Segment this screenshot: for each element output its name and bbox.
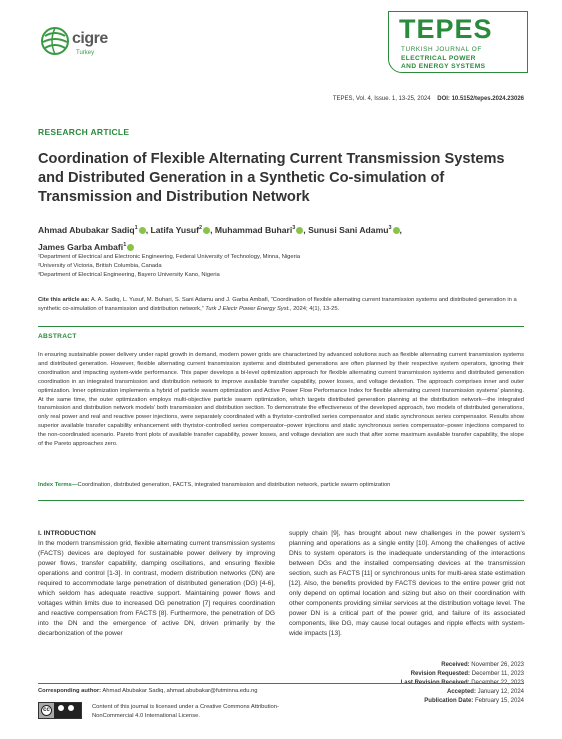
- date-value: February 15, 2024: [474, 698, 524, 704]
- date-row: [401, 688, 524, 697]
- affiliation: ³Department of Electrical Engineering, Bayero University Kano, Nigeria: [38, 272, 220, 278]
- affiliations: [38, 253, 528, 280]
- date-value: November 26, 2023: [471, 662, 524, 668]
- index-terms-text: Coordination, distributed generation, FACTS, integrated transmission and distribution network, particle swarm optimization: [77, 482, 391, 488]
- index-terms-label: Index Terms—: [38, 482, 78, 488]
- author-name: Sunusi Sani Adamu: [308, 224, 389, 235]
- date-value: January 12, 2024: [477, 689, 524, 695]
- date-label: Accepted:: [446, 689, 476, 695]
- date-row: [401, 697, 524, 706]
- cite-this-article: [38, 296, 528, 314]
- cite-tail: , 2024; 4(1), 13-25.: [289, 306, 340, 312]
- abstract-text: In ensuring sustainable power delivery under rapid growth in demand, modern power grids are characterized by advanced solutions such as flexible alternating current transmission systems and distributed generation. However, flexible alternating current transmission systems and distributed generations are often planned by their respective system operators, ignoring their coordination and impacting system-wide performance. This paper develops a bi-level optimization approach for flexible alternating current transmission systems and distributed generation coordination in an integrated transmission and distribution network to improve available transfer capability, power losses, and voltage deviation. The approach comprises inner and outer optimization. Inner optimization implements a hybrid of particle swarm optimization and Active Power Flow Performance Index for flexible alternating current transmission systems’ planning. At the same time, the outer optimization employs multi-objective particle swarm optimization, which targets distributed generation planning at the distribution network—the integrated transmission and distribution network models’ both transmission and distribution section. To demonstrate the effectiveness of the developed approach, two models of distributed generations, only real power and real and reactive power injections, were separately coordinated with a thyristor-controlled series compensator and static synchronous series compensator. Results show superior available transfer capability enhancement with thyristor-controlled series compensator–power injections and static synchronous series compensator–power injections compared to the non-coordinated scenario. Pareto front plots of available transfer capability, power losses, and voltage deviation are such that after some maximum available transfer capability, the slope of the Pareto approaches zero.: [38, 352, 524, 448]
- author-affil-sup: 2: [199, 225, 203, 231]
- article-type: RESEARCH ARTICLE: [38, 127, 130, 137]
- date-row: [401, 670, 524, 679]
- divider: [38, 326, 524, 327]
- journal-logo: [388, 11, 528, 73]
- cite-text: A. A. Sadiq, L. Yusuf, M. Buhari, S. Sani Adamu and J. Garba Ambafi, “Coordination of flexible alternating current transmission systems and distributed generation in a synthetic co-simulation of transmission and distribution network,”: [38, 297, 517, 312]
- corresponding-author: [38, 688, 258, 694]
- date-label: Publication Date:: [424, 698, 474, 704]
- author-name: Muhammad Buhari: [214, 224, 293, 235]
- body-paragraph: In the modern transmission grid, flexible alternating current transmission systems (FACTS) devices are deployed for sustainable power delivery by improving power flows, transfer capability, damping oscillations, and ensuring flexible operations and control [1-3]. In contrast, modern distribution networks (DN) are required to accommodate large penetration of distributed generation (DG) [4-6], which seldom has adequate reactive support. Maintaining power flows and voltages within limits due to increased DG penetration [7] requires coordination and reactive compensation from FACTS [8]. Furthermore, the penetration of DG into the DN and the emergence of active DN, driven primarily by the decarbonization of the power: [38, 540, 275, 637]
- doi-link[interactable]: DOI: 10.5152/tepes.2024.23026: [437, 96, 524, 102]
- date-row: [401, 661, 524, 670]
- cigre-globe-icon: [40, 26, 70, 56]
- abstract-heading: ABSTRACT: [38, 333, 77, 340]
- author-affil-sup: 1: [134, 225, 138, 231]
- index-terms: [38, 482, 524, 488]
- by-nc-icon: [54, 703, 81, 718]
- cigre-country: Turkey: [76, 50, 95, 56]
- section-heading: I. INTRODUCTION: [38, 530, 96, 537]
- body-paragraph: supply chain [9], has brought about new challenges in the power system’s planning and operations as a single entity [10]. Among the challenges of active DNs to system operators is the inadequate understanding of the interactions between DGs and the installed compensating devices at the transmission section, such as FACTS [11] or synchronous units for multi-area state estimation [12]. Also, the benefits provided by FACTS devices to the entire power grid not only depend on optimal location and sizing but also on their coordination with other components providing similar services at the distribution voltage level. The power DN is a critical part of the power grid, and failure of its associated components, like DG, may cause local outages and ripple effects with system-wide impacts [13].: [289, 530, 525, 637]
- orcid-icon[interactable]: [203, 227, 210, 234]
- cc-circle-icon: cc: [41, 705, 52, 716]
- orcid-icon[interactable]: [139, 227, 146, 234]
- date-value: December 22, 2023: [471, 680, 524, 686]
- orcid-icon[interactable]: [393, 227, 400, 234]
- orcid-icon[interactable]: [127, 244, 134, 251]
- orcid-icon[interactable]: [296, 227, 303, 234]
- issue-info: TEPES, Vol. 4, Issue. 1, 13-25, 2024: [332, 96, 431, 102]
- author-name: Latifa Yusuf: [150, 224, 200, 235]
- issue-citation: [333, 96, 524, 102]
- cigre-logo: [36, 24, 116, 64]
- article-title: Coordination of Flexible Alternating Current Transmission Systems and Distributed Generation in a Synthetic Co-simulation of Transmission and Distribution Network: [38, 151, 505, 205]
- divider: [38, 683, 524, 684]
- date-label: Received:: [441, 662, 470, 668]
- date-label: Last Revision Received:: [400, 680, 470, 686]
- cite-label: Cite this article as:: [38, 297, 90, 303]
- author-affil-sup: 1: [123, 241, 127, 248]
- date-label: Revision Requested:: [410, 671, 471, 677]
- cite-journal: Turk J Electr Power Energy Syst.: [205, 306, 290, 312]
- author-affil-sup: 3: [388, 225, 392, 231]
- author-list: Ahmad Abubakar Sadiq$^1$ , Latifa Yusuf$^2$ , Muhammad Buhari$^3$ , Sunusi Sani Adamu$^3$ , James Garba Ambafi$^1$: [38, 224, 402, 252]
- journal-name-line-3: AND ENERGY SYSTEMS: [401, 63, 486, 70]
- author-affil-sup: 3: [292, 225, 296, 231]
- body-column-left: [38, 529, 275, 639]
- corr-text[interactable]: Ahmad Abubakar Sadiq, ahmad.abubakar@futminna.edu.ng: [102, 688, 258, 694]
- journal-name-line-2: ELECTRICAL POWER: [401, 55, 476, 62]
- date-value: December 11, 2023: [471, 671, 524, 677]
- cigre-wordmark: cigre: [72, 30, 108, 47]
- divider: [38, 500, 524, 501]
- journal-short-name: TEPES: [399, 14, 493, 44]
- affiliation: ¹Department of Electrical and Electronic Engineering, Federal University of Technology, Minna, Nigeria: [38, 254, 301, 260]
- author-name: James Garba Ambafi: [38, 241, 124, 252]
- author-name: Ahmad Abubakar Sadiq: [38, 224, 135, 235]
- journal-name-line-1: TURKISH JOURNAL OF: [401, 46, 482, 53]
- affiliation: ²University of Victoria, British Columbia, Canada: [38, 263, 162, 269]
- body-column-right: [289, 529, 525, 639]
- cc-by-nc-icon[interactable]: [38, 702, 82, 719]
- corr-label: Corresponding author:: [38, 688, 102, 694]
- license-text: Content of this journal is licensed under a Creative Commons Attribution-NonCommercial 4.0 International License.: [92, 704, 279, 719]
